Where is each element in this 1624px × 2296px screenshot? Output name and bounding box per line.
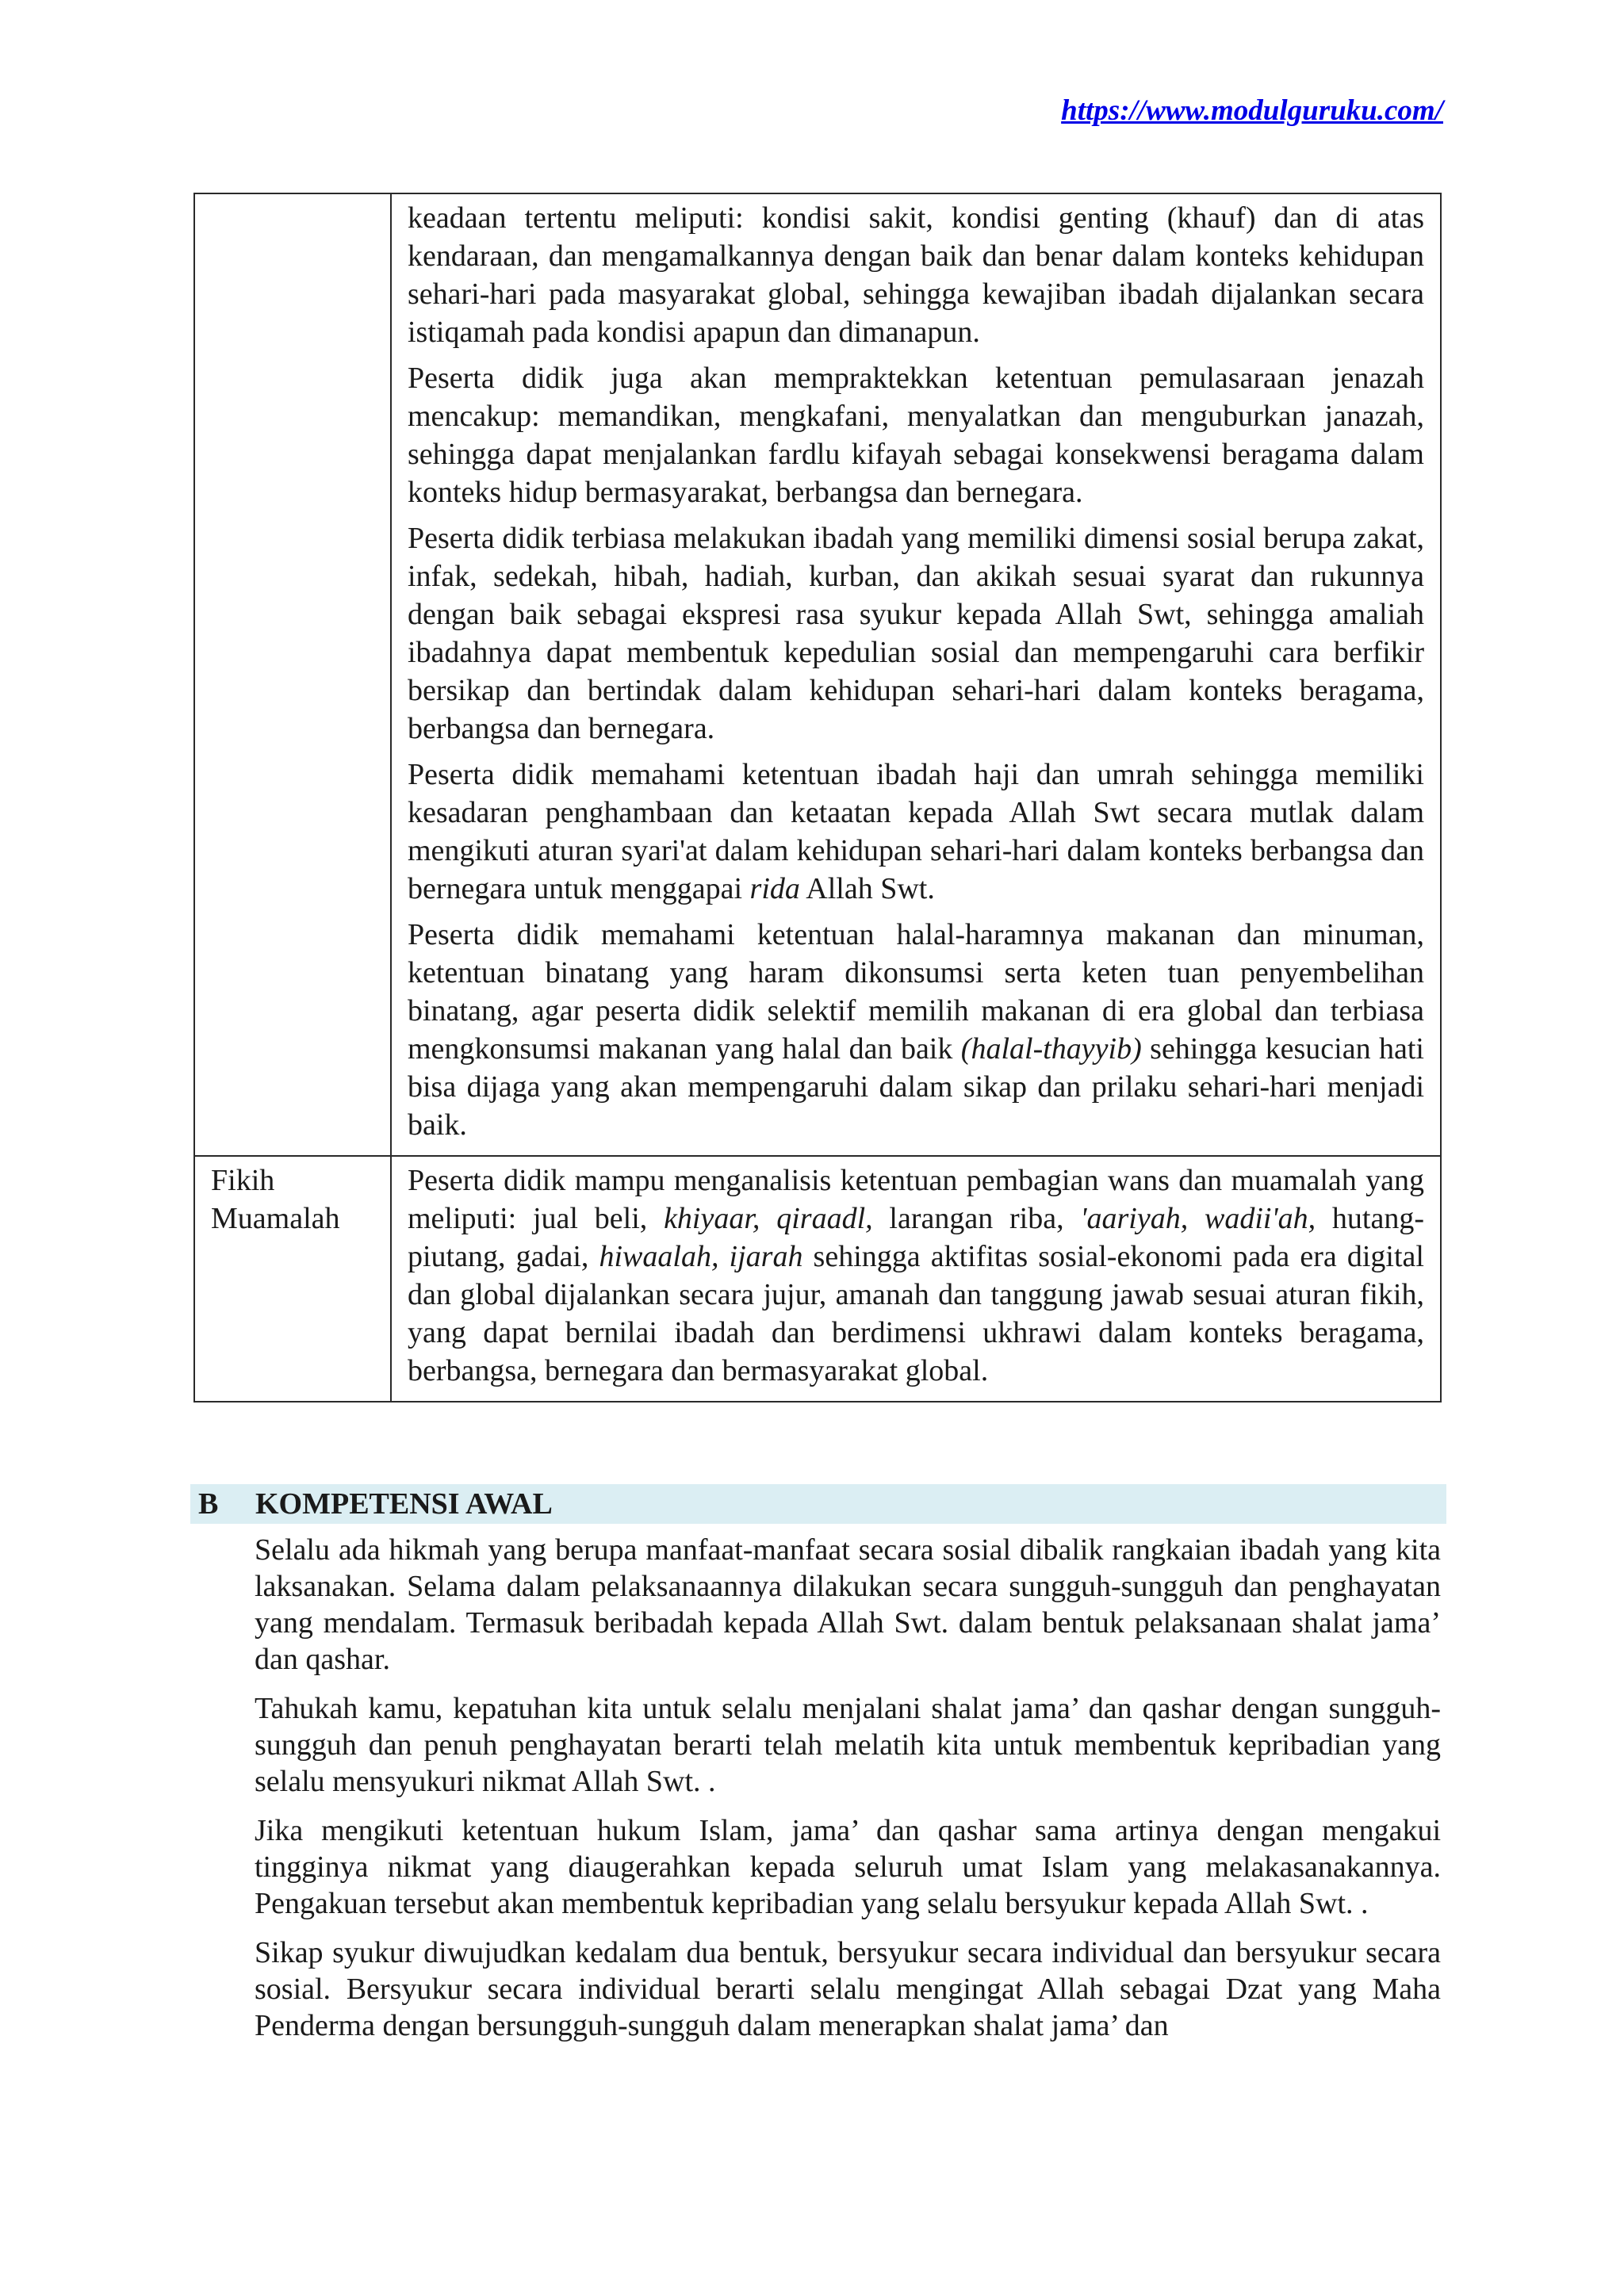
text-run: Peserta didik mampu menganalisis ketentuan pembagian wans dan muamalah yang meliputi: jual beli, (408, 1164, 1424, 1235)
section-letter: B (198, 1487, 219, 1521)
italic-term: 'aariyah, wadii'ah, (1080, 1202, 1316, 1235)
italic-term: khiyaar, qiraadl, (664, 1202, 873, 1235)
body-paragraph: Sikap syukur diwujudkan kedalam dua bentuk, bersyukur secara individual dan bersyukur secara sosial. Bersyukur secara individual berarti selalu mengingat Allah sebagai Dzat yang Maha Penderma dengan bersungguh-sungguh dalam menerapkan shalat jama’ dan (255, 1936, 1441, 2042)
content-paragraph (408, 756, 1424, 908)
row-label-cell (194, 1156, 391, 1402)
body-paragraph: Selalu ada hikmah yang berupa manfaat-manfaat secara sosial dibalik rangkaian ibadah yang kita laksanakan. Selama dalam pelaksanaannya dilakukan secara sungguh-sungguh dan penghayatan yang mendalam. Termasuk beribadah kepada Allah Swt. dalam bentuk pelaksanaan shalat jama’ dan qashar. (255, 1533, 1441, 1676)
text-run: larangan riba, (872, 1202, 1081, 1235)
italic-term: rida (749, 872, 800, 905)
table-row (194, 1156, 1441, 1402)
content-paragraph (408, 916, 1424, 1144)
body-paragraph: Jika mengikuti ketentuan hukum Islam, jama’ dan qashar sama artinya dengan mengakui tingginya nikmat yang diaugerahkan kepada seluruh umat Islam yang melakasanakannya. Pengakuan tersebut akan membentuk kepribadian yang selalu bersyukur kepada Allah Swt. . (255, 1814, 1441, 1920)
text-run: Peserta didik memahami ketentuan halal-haramnya makanan dan minuman, ketentuan binatang yang haram dikonsumsi serta keten tuan penyembelihan binatang, agar peserta didik selektif memilih makanan di era global dan terbiasa mengkonsumsi makanan yang halal dan baik (408, 918, 1424, 1066)
text-run: keadaan tertentu meliputi: kondisi sakit, kondisi genting (khauf) dan di atas kendaraan, dan mengamalkannya dengan baik dan benar dalam konteks kehidupan sehari-hari pada masyarakat global, sehingga kewajiban ibadah dijalankan secara istiqamah pada kondisi apapun dan dimanapun. (408, 201, 1424, 349)
content-paragraph (408, 199, 1424, 351)
header-url-link[interactable]: https://www.modulguruku.com/ (1061, 94, 1443, 127)
row-content-cell (391, 193, 1441, 1156)
row-label-cell (194, 193, 391, 1156)
row-label-line: Fikih (211, 1164, 275, 1197)
body-paragraph: Tahukah kamu, kepatuhan kita untuk selalu menjalani shalat jama’ dan qashar dengan sungguh-sungguh dan penuh penghayatan berarti telah melatih kita untuk membentuk kepribadian yang selalu mensyukuri nikmat Allah Swt. . (255, 1692, 1441, 1798)
row-label-line: Muamalah (211, 1202, 340, 1235)
text-run: Peserta didik terbiasa melakukan ibadah yang memiliki dimensi sosial berupa zakat, infak, sedekah, hibah, hadiah, kurban, dan akikah sesuai syarat dan rukunnya dengan baik sebagai ekspresi rasa syukur kepada Allah Swt, sehingga amaliah ibadahnya dapat membentuk kepedulian sosial dan mempengaruhi cara berfikir bersikap dan bertindak dalam kehidupan sehari-hari dalam konteks beragama, berbangsa dan bernegara. (408, 522, 1424, 745)
text-run: Peserta didik memahami ketentuan ibadah haji dan umrah sehingga memiliki kesadaran penghambaan dan ketaatan kepada Allah Swt secara mutlak dalam mengikuti aturan syari'at dalam kehidupan sehari-hari dalam konteks berbangsa dan bernegara untuk menggapai (408, 758, 1424, 905)
text-run: hutang-piutang, gadai, (408, 1202, 1424, 1273)
text-run: sehingga aktifitas sosial-ekonomi pada era digital dan global dijalankan secara jujur, amanah dan tanggung jawab sesuai aturan fikih, yang dapat bernilai ibadah dan berdimensi ukhrawi dalam konteks beragama, berbangsa, bernegara dan bermasyarakat global. (408, 1240, 1424, 1387)
content-paragraph (408, 1161, 1424, 1390)
text-run: Peserta didik juga akan mempraktekkan ketentuan pemulasaraan jenazah mencakup: memandikan, mengkafani, menyalatkan dan menguburkan janazah, sehingga dapat menjalankan fardlu kifayah sebagai konsekwensi beragama dalam konteks hidup bermasyarakat, berbangsa dan bernegara. (408, 362, 1424, 509)
row-content-cell (391, 1156, 1441, 1402)
text-run: sehingga kesucian hati bisa dijaga yang akan mempengaruhi dalam sikap dan prilaku sehari-hari menjadi baik. (408, 1032, 1424, 1142)
section-heading (190, 1484, 1446, 1524)
competency-table (193, 193, 1442, 1402)
content-paragraph (408, 519, 1424, 748)
text-run: Allah Swt. (799, 872, 935, 905)
table-row (194, 193, 1441, 1156)
italic-term: (halal-thayyib) (960, 1032, 1142, 1066)
section-title: KOMPETENSI AWAL (255, 1487, 553, 1521)
italic-term: hiwaalah, ijarah (599, 1240, 803, 1273)
content-paragraph (408, 359, 1424, 511)
body-text (255, 1532, 1441, 2057)
